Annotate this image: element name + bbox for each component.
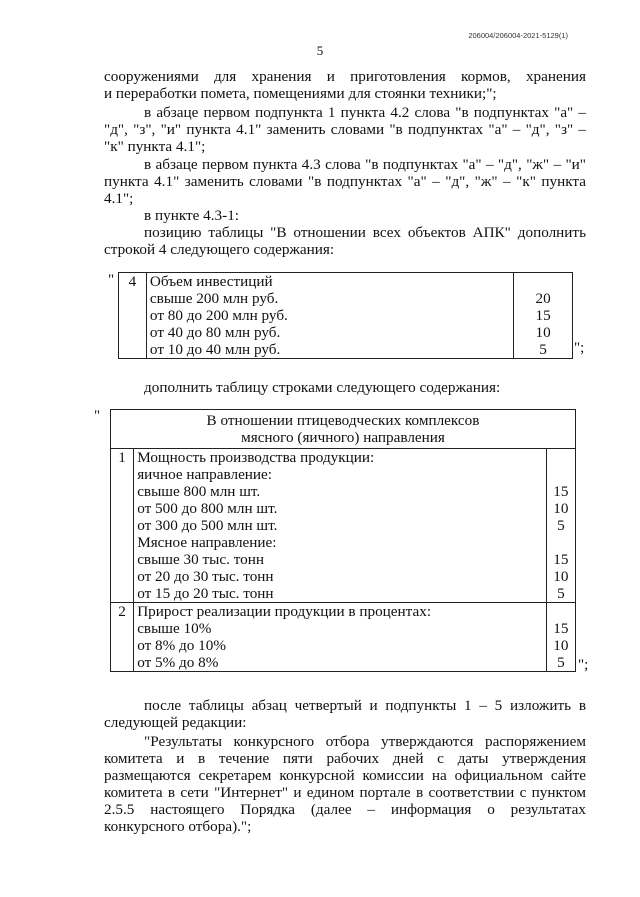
table2-row2-line: от 8% до 10% [137, 637, 227, 654]
table2-header-line1: В отношении птицеводческих комплексов [206, 412, 480, 429]
table2-value: 10 [553, 568, 569, 585]
table2-row1-line: Мясное направление: [137, 534, 277, 551]
table2-row2-text [134, 603, 547, 672]
table2-row1-line: от 15 до 20 тыс. тонн [137, 585, 274, 602]
table2-header-line2: мясного (яичного) направления [241, 429, 445, 446]
table2-row2-line: от 5% до 8% [137, 654, 219, 671]
table1-value: 5 [539, 341, 547, 358]
table1-row-text [146, 273, 513, 359]
table2-row1-text [134, 449, 547, 603]
table1-value: 15 [535, 307, 551, 324]
table1-close-mark: "; [574, 340, 585, 356]
table1-row-title: Объем инвестиций [149, 273, 273, 290]
table2-row1-line: яичное направление: [137, 466, 273, 483]
table1-value: 10 [535, 324, 551, 341]
table2-row1-line: от 300 до 500 млн шт. [137, 517, 278, 534]
paragraph-8: "Результаты конкурсного отбора утверждаются распоряжением комитета и в течение пяти рабочих дней с даты утверждения размещаются секретарем конкурсной комиссии на официальном сайте комитета в сети "Интернет" и едином портале в соответствии с пунктом 2.5.5 настоящего Порядка (далее – информация о результатах конкурсного отбора)."; [104, 733, 586, 835]
paragraph-4: в пункте 4.3-1: [144, 207, 240, 224]
table2-value: 10 [553, 637, 569, 654]
table2-row2-number: 2 [111, 603, 134, 672]
table1-item: от 10 до 40 млн руб. [149, 341, 281, 358]
table2-close-mark: "; [578, 657, 589, 673]
table2-value: 10 [553, 500, 569, 517]
table2-value: 5 [557, 654, 565, 671]
table2-row1-values [546, 449, 575, 603]
table2-row1-line: от 20 до 30 тыс. тонн [137, 568, 274, 585]
table2-row1-line: от 500 до 800 млн шт. [137, 500, 278, 517]
table2-row2-values [546, 603, 575, 672]
document-id: 206004/206004-2021-5129(1) [468, 31, 568, 40]
table2-value: 5 [557, 585, 565, 602]
table2-row1-line: свыше 30 тыс. тонн [137, 551, 264, 568]
table2-row1-number: 1 [111, 449, 134, 603]
paragraph-7: после таблицы абзац четвертый и подпункты 1 – 5 изложить в следующей редакции: [104, 697, 586, 731]
table2-open-quote: " [94, 408, 101, 424]
table1-value: 20 [535, 290, 551, 307]
table2-value: 15 [553, 483, 569, 500]
table1-item: от 80 до 200 млн руб. [149, 307, 288, 324]
paragraph-6: дополнить таблицу строками следующего содержания: [144, 379, 501, 396]
table2-row1-line: Мощность производства продукции: [137, 449, 375, 466]
poultry-table [110, 409, 576, 672]
investment-table [118, 272, 573, 359]
paragraph-5: позицию таблицы "В отношении всех объектов АПК" дополнить строкой 4 следующего содержания: [104, 224, 586, 258]
table2-row2-line: свыше 10% [137, 620, 212, 637]
table2-value: 15 [553, 620, 569, 637]
table1-item: от 40 до 80 млн руб. [149, 324, 281, 341]
table2-value: 5 [557, 517, 565, 534]
paragraph-2: в абзаце первом подпункта 1 пункта 4.2 слова "в подпунктах "а" – "д", "з", "и" пункта 4.1" заменить словами "в подпунктах "а" – "д", "з" – "к" пункта 4.1"; [104, 104, 586, 155]
table1-open-quote: " [108, 272, 115, 288]
table2-value: 15 [553, 551, 569, 568]
table2-header [111, 410, 576, 449]
page-number: 5 [316, 43, 324, 58]
table1-row-number: 4 [119, 273, 147, 359]
paragraph-1-line2: и переработки помета, помещениями для стоянки техники;"; [104, 85, 497, 102]
table2-row1-line: свыше 800 млн шт. [137, 483, 261, 500]
table1-row-values [514, 273, 573, 359]
table2-row2-line: Прирост реализации продукции в процентах: [137, 603, 432, 620]
paragraph-3: в абзаце первом пункта 4.3 слова "в подпунктах "а" – "д", "ж" – "и" пункта 4.1" заменить словами "в подпунктах "а" – "д", "ж" – "к" пункта 4.1"; [104, 156, 586, 207]
paragraph-1-line1: сооружениями для хранения и приготовления кормов, хранения [104, 68, 586, 85]
table1-item: свыше 200 млн руб. [149, 290, 279, 307]
